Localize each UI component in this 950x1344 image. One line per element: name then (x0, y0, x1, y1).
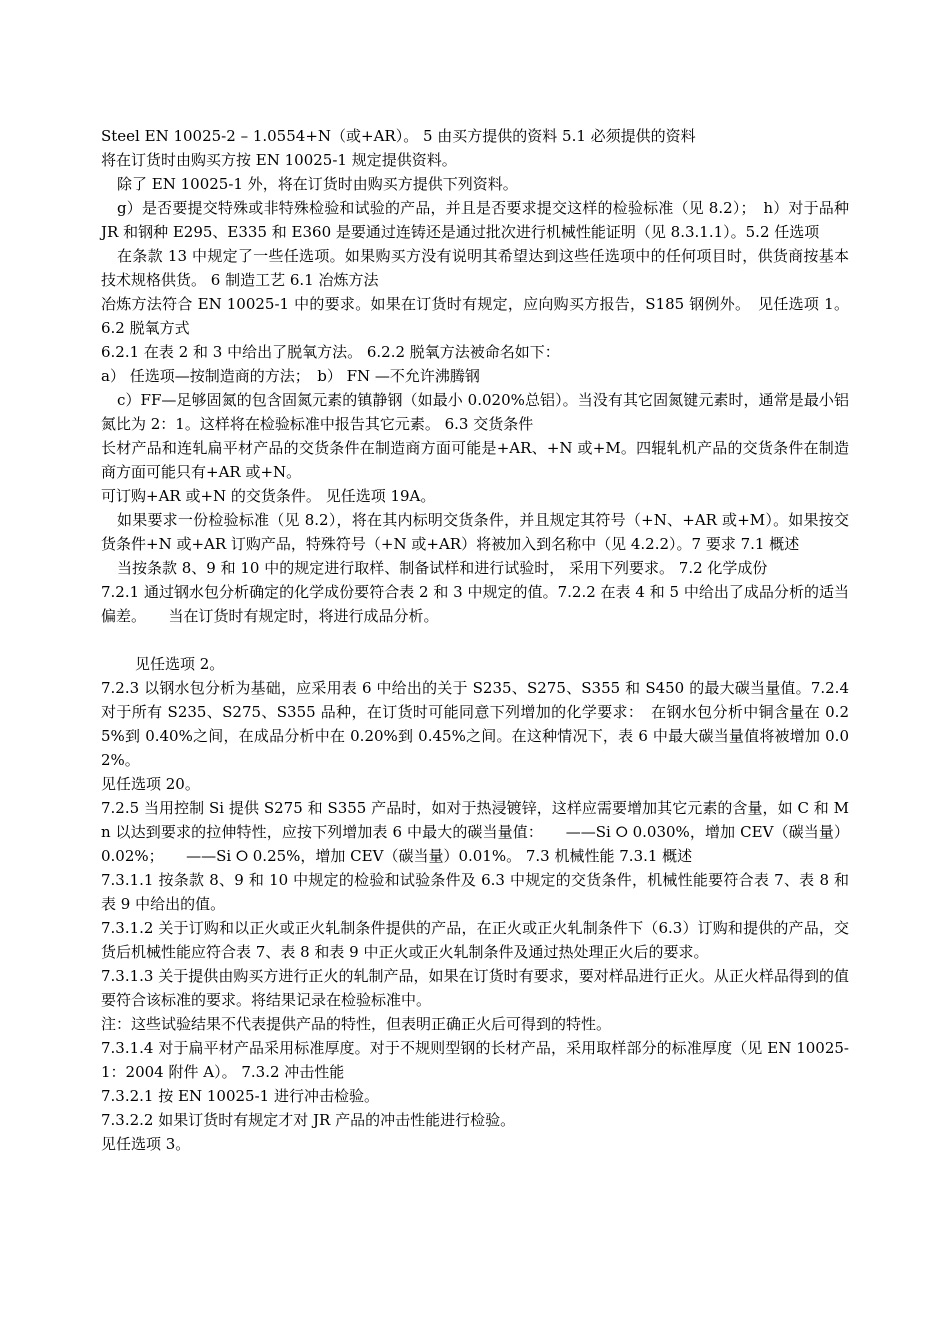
paragraph: 长材产品和连轧扁平材产品的交货条件在制造商方面可能是+AR、+N 或+M。四辊轧机产品的交货条件在制造商方面可能只有+AR 或+N。 (101, 439, 849, 481)
paragraph: 见任选项 2。 (135, 655, 225, 673)
paragraph: 7.3.1.4 对于扁平材产品采用标准厚度。对于不规则型钢的长材产品，采用取样部分的标准厚度（见 EN 10025-1：2004 附件 A）。 7.3.2 冲击性能 (101, 1039, 849, 1081)
paragraph: 7.2.3 以钢水包分析为基础，应采用表 6 中给出的关于 S235、S275、S355 和 S450 的最大碳当量值。7.2.4 对于所有 S235、S275、S355 品种，在订货时可能同意下列增加的化学要求： 在钢水包分析中铜含量在 0.25%到 0.40%之间，在成品分析中在 0.20%到 0.45%之间。在这种情况下，表 6 中最大碳当量值将被增加 0.02%。 (101, 679, 854, 769)
blank-line (101, 628, 849, 652)
paragraph: 将在订货时由购买方按 EN 10025-1 规定提供资料。 (101, 151, 457, 169)
document-page (101, 124, 854, 1156)
paragraph: 可订购+AR 或+N 的交货条件。 见任选项 19A。 (101, 487, 436, 505)
paragraph: 在条款 13 中规定了一些任选项。如果购买方没有说明其希望达到这些任选项中的任何项目时，供货商按基本技术规格供货。 6 制造工艺 6.1 冶炼方法 (101, 247, 849, 289)
paragraph: 6.2.1 在表 2 和 3 中给出了脱氧方法。 6.2.2 脱氧方法被命名如下： (101, 343, 560, 361)
paragraph: 7.3.1.3 关于提供由购买方进行正火的轧制产品，如果在订货时有要求，要对样品进行正火。从正火样品得到的值要符合该标准的要求。将结果记录在检验标准中。 (101, 967, 849, 1009)
paragraph: 如果要求一份检验标准（见 8.2），将在其内标明交货条件，并且规定其符号（+N、+AR 或+M）。如果按交货条件+N 或+AR 订购产品，特殊符号（+N 或+AR）将被加入到名称中（见 4.2.2）。7 要求 7.1 概述 (101, 511, 849, 553)
paragraph: 7.3.1.1 按条款 8、9 和 10 中规定的检验和试验条件及 6.3 中规定的交货条件，机械性能要符合表 7、表 8 和表 9 中给出的值。 (101, 871, 849, 913)
paragraph: g）是否要提交特殊或非特殊检验和试验的产品，并且是否要求提交这样的检验标准（见 8.2）； h）对于品种 JR 和钢种 E295、E335 和 E360 是要通过连铸还是通过批次进行机械性能证明（见 8.3.1.1）。5.2 任选项 (101, 199, 854, 241)
paragraph: a） 任选项—按制造商的方法； b） FN —不允许沸腾钢 (101, 367, 480, 385)
paragraph: c）FF—足够固氮的包含固氮元素的镇静钢（如最小 0.020%总铝）。当没有其它固氮键元素时，通常是最小铝氮比为 2：1。这样将在检验标准中报告其它元素。 6.3 交货条件 (101, 391, 849, 433)
note-paragraph: 注：这些试验结果不代表提供产品的特性，但表明正确正火后可得到的特性。 (101, 1015, 612, 1033)
paragraph: 7.2.5 当用控制 Si 提供 S275 和 S355 产品时，如对于热浸镀锌，这样应需要增加其它元素的含量，如 C 和 Mn 以达到要求的拉伸特性，应按下列增加表 6 中最大的碳当量值： ——Si ⭘ 0.030%，增加 CEV（碳当量）0.02%； ——Si ⭘ 0.25%，增加 CEV（碳当量）0.01%。 7.3 机械性能 7.3.1 概述 (101, 799, 849, 865)
paragraph-heading-line: Steel EN 10025-2 – 1.0554+N（或+AR）。 5 由买方提供的资料 5.1 必须提供的资料 (101, 127, 696, 145)
paragraph: 见任选项 3。 (101, 1135, 191, 1153)
paragraph: 7.3.2.1 按 EN 10025-1 进行冲击检验。 (101, 1087, 379, 1105)
paragraph: 见任选项 20。 (101, 775, 200, 793)
paragraph: 冶炼方法符合 EN 10025-1 中的要求。如果在订货时有规定，应向购买方报告，S185 钢例外。 见任选项 1。 6.2 脱氧方式 (101, 295, 854, 337)
paragraph: 当按条款 8、9 和 10 中的规定进行取样、制备试样和进行试验时， 采用下列要求。 7.2 化学成份 (117, 559, 768, 577)
paragraph: 7.2.1 通过钢水包分析确定的化学成份要符合表 2 和 3 中规定的值。7.2.2 在表 4 和 5 中给出了成品分析的适当偏差。 当在订货时有规定时，将进行成品分析。 (101, 583, 849, 625)
paragraph: 除了 EN 10025-1 外，将在订货时由购买方提供下列资料。 (117, 175, 518, 193)
paragraph: 7.3.1.2 关于订购和以正火或正火轧制条件提供的产品，在正火或正火轧制条件下（6.3）订购和提供的产品，交货后机械性能应符合表 7、表 8 和表 9 中正火或正火轧制条件及通过热处理正火后的要求。 (101, 919, 849, 961)
paragraph: 7.3.2.2 如果订货时有规定才对 JR 产品的冲击性能进行检验。 (101, 1111, 516, 1129)
